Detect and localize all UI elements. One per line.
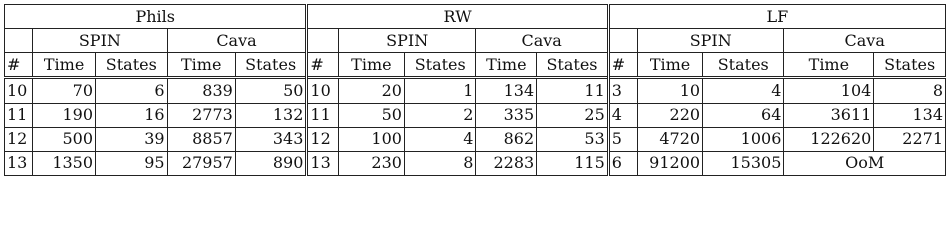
tool-header-row bbox=[5, 29, 946, 53]
group-header-rw: RW bbox=[307, 5, 608, 29]
spin-time-cell: 10 bbox=[638, 78, 703, 103]
column-header-states: States bbox=[874, 53, 946, 78]
spin-states-cell: 1006 bbox=[703, 127, 784, 151]
row-n-cell: 13 bbox=[5, 151, 33, 175]
cava-states-cell: 53 bbox=[537, 127, 609, 151]
group-header-lf: LF bbox=[608, 5, 945, 29]
column-header-states: States bbox=[235, 53, 307, 78]
cava-time-cell: 2283 bbox=[476, 151, 537, 175]
cava-time-cell: 27957 bbox=[167, 151, 235, 175]
spin-time-cell: 190 bbox=[33, 103, 96, 127]
table-row bbox=[5, 127, 946, 151]
column-header-states: States bbox=[96, 53, 168, 78]
tool-header-blank bbox=[5, 29, 33, 53]
cava-time-cell: 862 bbox=[476, 127, 537, 151]
spin-time-cell: 1350 bbox=[33, 151, 96, 175]
spin-states-cell: 4 bbox=[703, 78, 784, 103]
table-row bbox=[5, 78, 946, 103]
spin-time-cell: 70 bbox=[33, 78, 96, 103]
cava-time-cell: 335 bbox=[476, 103, 537, 127]
results-table bbox=[4, 4, 946, 176]
spin-states-cell: 64 bbox=[703, 103, 784, 127]
spin-time-cell: 4720 bbox=[638, 127, 703, 151]
cava-states-cell: 134 bbox=[874, 103, 946, 127]
spin-time-cell: 220 bbox=[638, 103, 703, 127]
results-table-container bbox=[4, 4, 946, 176]
column-header-states: States bbox=[703, 53, 784, 78]
cava-states-cell: 8 bbox=[874, 78, 946, 103]
cava-states-cell: 50 bbox=[235, 78, 307, 103]
column-header-states: States bbox=[537, 53, 609, 78]
column-header-row bbox=[5, 53, 946, 78]
column-header-time: Time bbox=[784, 53, 874, 78]
table-row bbox=[5, 103, 946, 127]
cava-time-cell: 134 bbox=[476, 78, 537, 103]
tool-header-spin: SPIN bbox=[638, 29, 784, 53]
spin-time-cell: 230 bbox=[338, 151, 404, 175]
row-n-cell: 5 bbox=[608, 127, 637, 151]
cava-states-cell: 890 bbox=[235, 151, 307, 175]
group-header-phils: Phils bbox=[5, 5, 307, 29]
spin-states-cell: 15305 bbox=[703, 151, 784, 175]
tool-header-blank bbox=[608, 29, 637, 53]
row-n-cell: 11 bbox=[307, 103, 338, 127]
spin-states-cell: 6 bbox=[96, 78, 168, 103]
row-n-cell: 4 bbox=[608, 103, 637, 127]
spin-time-cell: 91200 bbox=[638, 151, 703, 175]
spin-time-cell: 100 bbox=[338, 127, 404, 151]
column-header-n: # bbox=[5, 53, 33, 78]
spin-states-cell: 1 bbox=[404, 78, 476, 103]
row-n-cell: 11 bbox=[5, 103, 33, 127]
column-header-time: Time bbox=[638, 53, 703, 78]
cava-time-cell: 2773 bbox=[167, 103, 235, 127]
tool-header-blank bbox=[307, 29, 338, 53]
cava-time-cell: 122620 bbox=[784, 127, 874, 151]
cava-states-cell: 132 bbox=[235, 103, 307, 127]
spin-time-cell: 500 bbox=[33, 127, 96, 151]
spin-states-cell: 95 bbox=[96, 151, 168, 175]
spin-states-cell: 4 bbox=[404, 127, 476, 151]
column-header-states: States bbox=[404, 53, 476, 78]
cava-time-cell: 8857 bbox=[167, 127, 235, 151]
row-n-cell: 10 bbox=[307, 78, 338, 103]
table-row bbox=[5, 151, 946, 175]
cava-time-cell: 839 bbox=[167, 78, 235, 103]
column-header-time: Time bbox=[476, 53, 537, 78]
row-n-cell: 12 bbox=[307, 127, 338, 151]
row-n-cell: 13 bbox=[307, 151, 338, 175]
row-n-cell: 6 bbox=[608, 151, 637, 175]
group-header-row bbox=[5, 5, 946, 29]
column-header-time: Time bbox=[33, 53, 96, 78]
tool-header-spin: SPIN bbox=[33, 29, 167, 53]
tool-header-cava: Cava bbox=[476, 29, 608, 53]
cava-time-cell: 3611 bbox=[784, 103, 874, 127]
cava-states-cell: 2271 bbox=[874, 127, 946, 151]
column-header-n: # bbox=[307, 53, 338, 78]
column-header-time: Time bbox=[338, 53, 404, 78]
row-n-cell: 12 bbox=[5, 127, 33, 151]
row-n-cell: 3 bbox=[608, 78, 637, 103]
cava-time-cell: 104 bbox=[784, 78, 874, 103]
cava-states-cell: 343 bbox=[235, 127, 307, 151]
spin-states-cell: 39 bbox=[96, 127, 168, 151]
spin-states-cell: 16 bbox=[96, 103, 168, 127]
cava-states-cell: 115 bbox=[537, 151, 609, 175]
spin-time-cell: 50 bbox=[338, 103, 404, 127]
cava-merged-cell: OoM bbox=[784, 151, 946, 175]
cava-states-cell: 11 bbox=[537, 78, 609, 103]
column-header-time: Time bbox=[167, 53, 235, 78]
tool-header-spin: SPIN bbox=[338, 29, 476, 53]
tool-header-cava: Cava bbox=[167, 29, 307, 53]
spin-states-cell: 8 bbox=[404, 151, 476, 175]
cava-states-cell: 25 bbox=[537, 103, 609, 127]
spin-states-cell: 2 bbox=[404, 103, 476, 127]
tool-header-cava: Cava bbox=[784, 29, 946, 53]
column-header-n: # bbox=[608, 53, 637, 78]
row-n-cell: 10 bbox=[5, 78, 33, 103]
spin-time-cell: 20 bbox=[338, 78, 404, 103]
